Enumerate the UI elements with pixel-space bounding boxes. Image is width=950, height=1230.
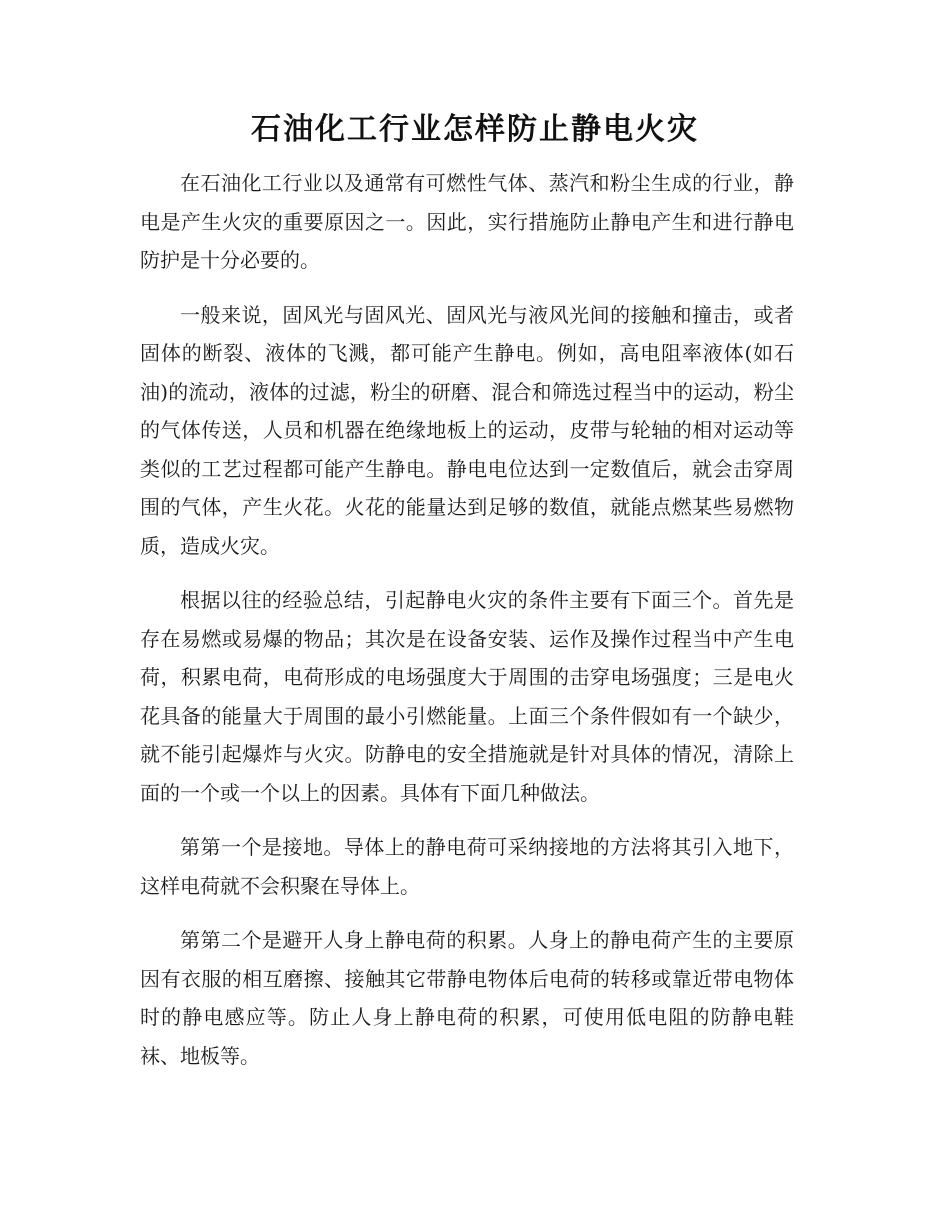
paragraph-causes: 一般来说，固风光与固风光、固风光与液风光间的接触和撞击，或者固体的断裂、液体的飞溅，都可能产生静电。例如，高电阻率液体(如石油)的流动，液体的过滤，粉尘的研磨、混合和筛选过程当中的运动，粉尘的气体传送，人员和机器在绝缘地板上的运动，皮带与轮轴的相对运动等类似的工艺过程都可能产生静电。静电电位达到一定数值后，就会击穿周围的气体，产生火花。火花的能量达到足够的数值，就能点燃某些易燃物质，造成火灾。 bbox=[140, 302, 794, 558]
document-body bbox=[140, 164, 794, 1091]
paragraph-grounding: 第第一个是接地。导体上的静电荷可采纳接地的方法将其引入地下，这样电荷就不会积聚在导体上。 bbox=[140, 835, 794, 898]
document-title: 石油化工行业怎样防止静电火灾 bbox=[251, 112, 699, 147]
paragraph-conditions: 根据以往的经验总结，引起静电火灾的条件主要有下面三个。首先是存在易燃或易爆的物品；其次是在设备安装、运作及操作过程当中产生电荷，积累电荷，电荷形成的电场强度大于周围的击穿电场强度；三是电火花具备的能量大于周围的最小引燃能量。上面三个条件假如有一个缺少，就不能引起爆炸与火灾。防静电的安全措施就是针对具体的情况，清除上面的一个或一个以上的因素。具体有下面几种做法。 bbox=[140, 588, 794, 805]
paragraph-intro: 在石油化工行业以及通常有可燃性气体、蒸汽和粉尘生成的行业，静电是产生火灾的重要原因之一。因此，实行措施防止静电产生和进行静电防护是十分必要的。 bbox=[140, 171, 794, 272]
paragraph-personal-static: 第第二个是避开人身上静电荷的积累。人身上的静电荷产生的主要原因有衣服的相互磨擦、接触其它带静电物体后电荷的转移或靠近带电物体时的静电感应等。防止人身上静电荷的积累，可使用低电阻的防静电鞋袜、地板等。 bbox=[140, 928, 794, 1068]
